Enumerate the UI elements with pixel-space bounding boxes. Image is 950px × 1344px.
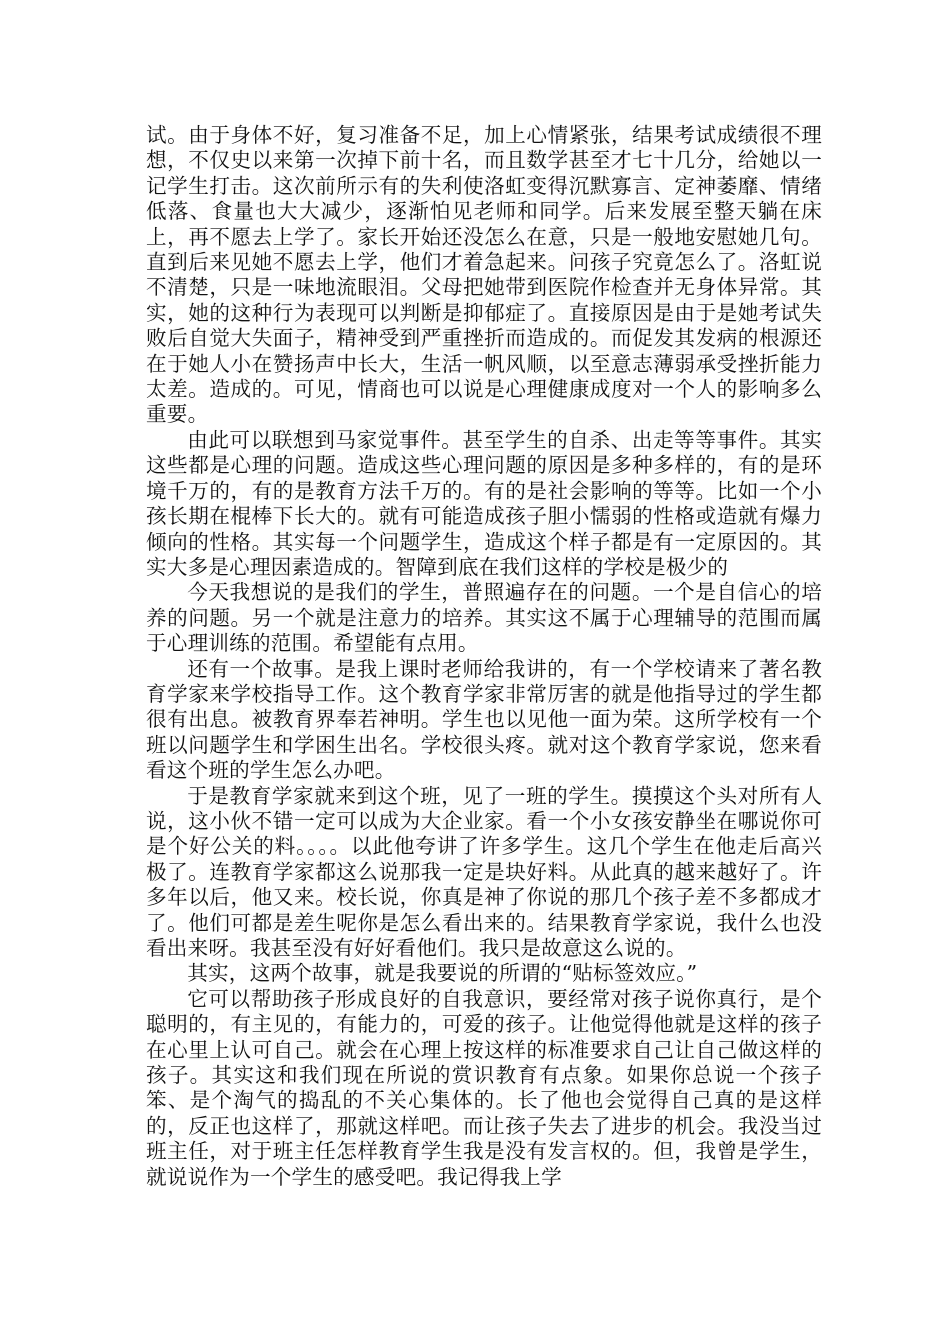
paragraph-6: 其实，这两个故事，就是我要说的所谓的“贴标签效应。”: [187, 961, 698, 986]
paragraph-1: 试。由于身体不好，复习准备不足，加上心情紧张，结果考试成绩很不理想，不仅史以来第一次掉下前十名，而且数学甚至才七十几分，给她以一记学生打击。这次前所示有的失利使洛虹变得沉默寡言、定神萎靡、情绪低落、食量也大大减少，逐渐怕见老师和同学。后来发展至整天躺在床上，再不愿去上学了。家长开始还没怎么在意，只是一般地安慰她几句。直到后来见她不愿去上学，他们才着急起来。问孩子究竟怎么了。洛虹说不清楚，只是一味地流眼泪。父母把她带到医院作检查并无身体异常。其实，她的这种行为表现可以判断是抑郁症了。直接原因是由于是她考试失败后自觉大失面子，精神受到严重挫折而造成的。而促发其发病的根源还在于她人小在赞扬声中长大，生活一帆风顺，以至意志薄弱承受挫折能力太差。造成的。可见，情商也可以说是心理健康成度对一个人的影响多么重要。: [146, 123, 822, 427]
paragraph-7: 它可以帮助孩子形成良好的自我意识，要经常对孩子说你真行，是个聪明的，有主见的，有能力的，可爱的孩子。让他觉得他就是这样的孩子在心里上认可自己。就会在心理上按这样的标准要求自己让自己做这样的孩子。其实这和我们现在所说的赏识教育有点象。如果你总说一个孩子笨、是个淘气的捣乱的不关心集体的。长了他也会觉得自己真的是这样的，反正也这样了，那就这样吧。而让孩子失去了进步的机会。我没当过班主任，对于班主任怎样教育学生我是没有发言权的。但，我曾是学生，就说说作为一个学生的感受吧。我记得我上学: [146, 986, 822, 1189]
paragraph-3: 今天我想说的是我们的学生，普照遍存在的问题。一个是自信心的培养的问题。另一个就是注意力的培养。其实这不属于心理辅导的范围而属于心理训练的范围。希望能有点用。: [146, 580, 822, 656]
document-body: [146, 123, 822, 1190]
paragraph-4: 还有一个故事。是我上课时老师给我讲的，有一个学校请来了著名教育学家来学校指导工作。这个教育学家非常厉害的就是他指导过的学生都很有出息。被教育界奉若神明。学生也以见他一面为荣。这所学校有一个班以问题学生和学困生出名。学校很头疼。就对这个教育学家说，您来看看这个班的学生怎么办吧。: [146, 656, 822, 783]
paragraph-5: 于是教育学家就来到这个班，见了一班的学生。摸摸这个头对所有人说，这小伙不错一定可以成为大企业家。看一个小女孩安静坐在哪说你可是个好公关的料。。。。以此他夸讲了许多学生。这几个学生在他走后高兴极了。连教育学家都这么说那我一定是块好料。从此真的越来越好了。许多年以后，他又来。校长说，你真是神了你说的那几个孩子差不多都成才了。他们可都是差生呢你是怎么看出来的。结果教育学家说，我什么也没看出来呀。我甚至没有好好看他们。我只是故意这么说的。: [146, 783, 822, 960]
paragraph-2: 由此可以联想到马家觉事件。甚至学生的自杀、出走等等事件。其实这些都是心理的问题。造成这些心理问题的原因是多种多样的，有的是环境千万的，有的是教育方法千万的。有的是社会影响的等等。比如一个小孩长期在棍棒下长大的。就有可能造成孩子胆小懦弱的性格或造就有爆力倾向的性格。其实每一个问题学生，造成这个样子都是有一定原因的。其实大多是心理因素造成的。智障到底在我们这样的学校是极少的: [146, 427, 822, 579]
